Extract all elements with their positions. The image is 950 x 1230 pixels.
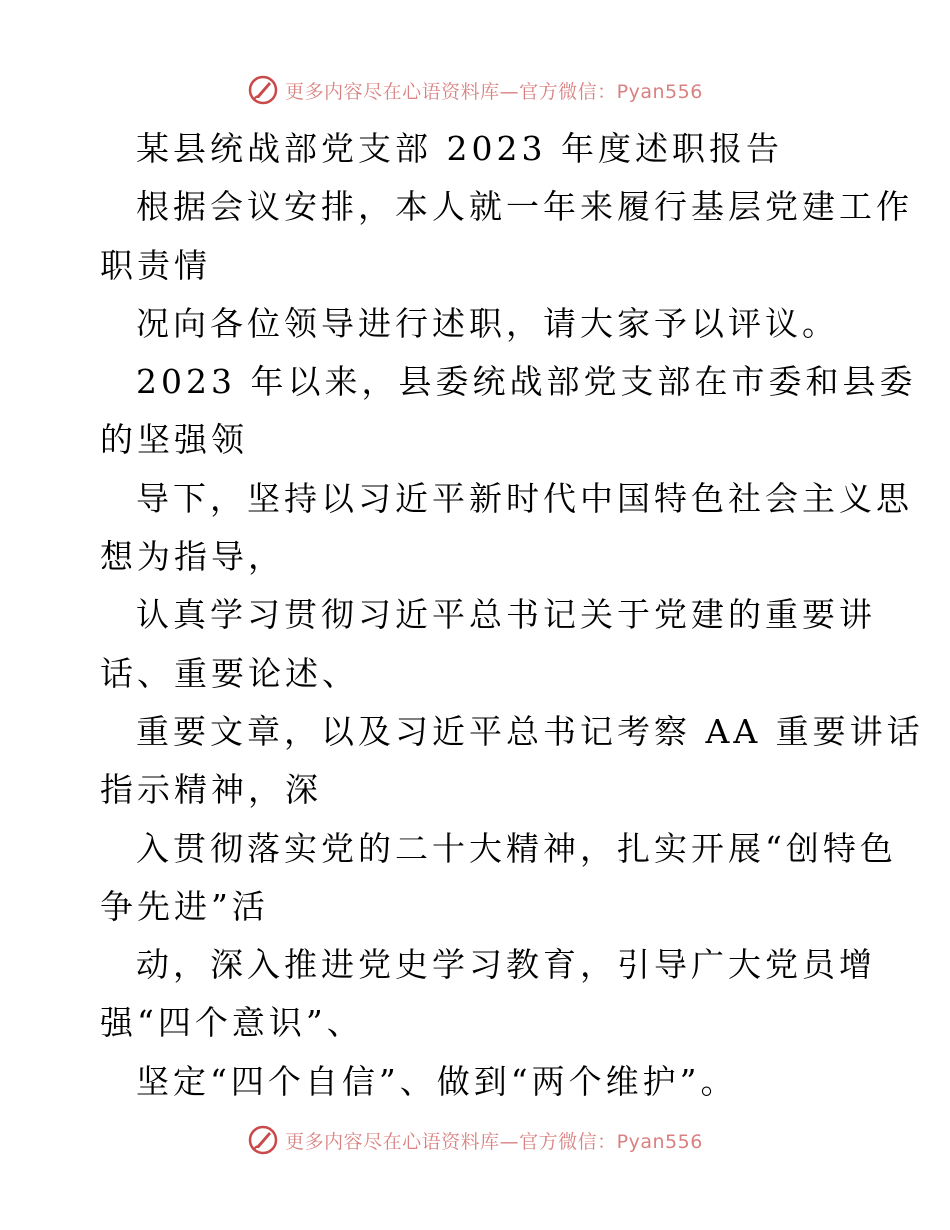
header-watermark [0, 70, 950, 110]
quill-logo-icon [247, 74, 279, 106]
text-line: 争先进”活 [100, 886, 269, 926]
text-line: 认真学习贯彻习近平总书记关于党建的重要讲 [136, 595, 876, 635]
text-line: 想为指导， [100, 537, 285, 577]
text-line: 重要文章，以及习近平总书记考察 AA 重要讲话 [136, 711, 924, 751]
watermark-text: 更多内容尽在心语资料库—官方微信：Pyan556 [285, 1130, 703, 1153]
text-line: 话、重要论述、 [100, 653, 359, 693]
text-line: 职责情 [100, 245, 211, 285]
text-line: 指示精神，深 [100, 770, 322, 810]
footer-watermark [0, 1120, 950, 1160]
text-line: 况向各位领导进行述职，请大家予以评议。 [136, 303, 839, 343]
text-line: 导下，坚持以习近平新时代中国特色社会主义思 [136, 478, 913, 518]
text-line: 动，深入推进党史学习教育，引导广大党员增 [136, 945, 876, 985]
text-line: 入贯彻落实党的二十大精神，扎实开展“创特色 [136, 828, 897, 868]
text-line: 强“四个意识”、 [100, 1003, 364, 1043]
text-line: 某县统战部党支部 2023 年度述职报告 [136, 129, 783, 168]
text-line: 坚定“四个自信”、做到“两个维护”。 [136, 1061, 738, 1101]
text-line: 的坚强领 [100, 420, 248, 460]
text-line: 根据会议安排，本人就一年来履行基层党建工作 [136, 187, 913, 227]
quill-logo-icon [247, 1124, 279, 1156]
watermark-text: 更多内容尽在心语资料库—官方微信：Pyan556 [285, 80, 703, 103]
text-line: 2023 年以来，县委统战部党支部在市委和县委 [136, 362, 917, 402]
document-body [100, 120, 924, 1111]
